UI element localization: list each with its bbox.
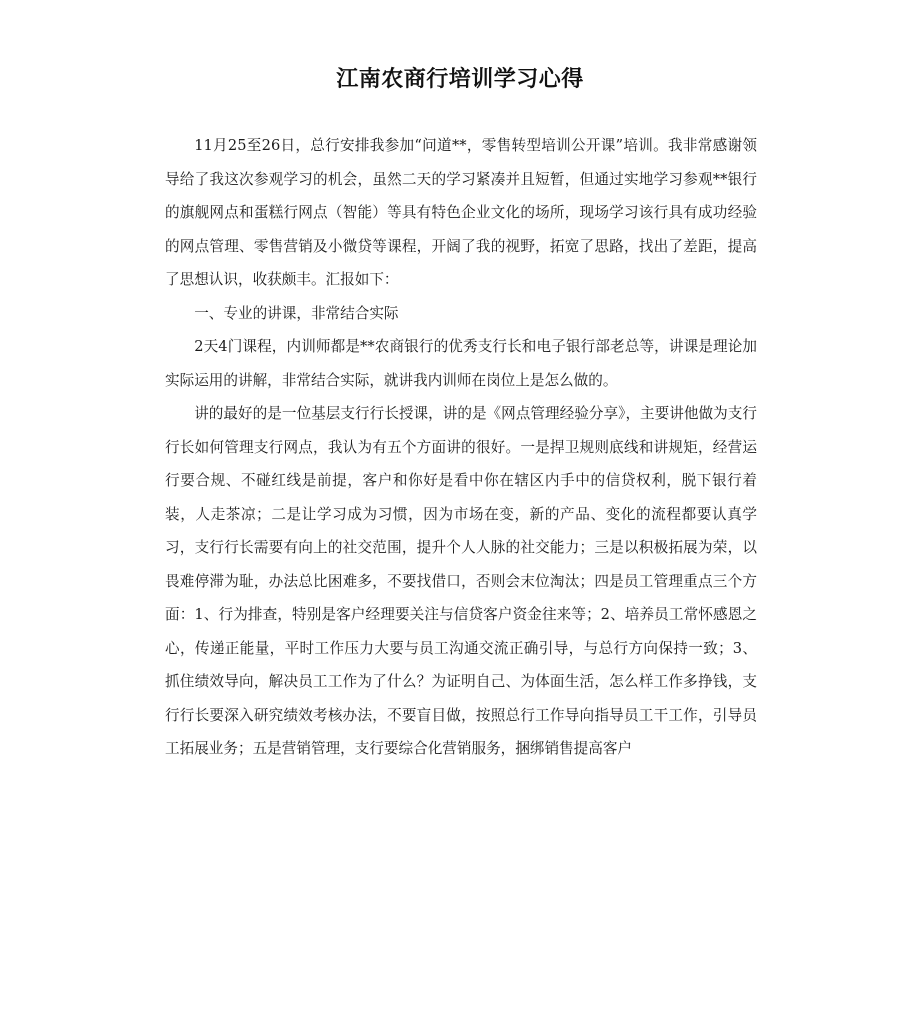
paragraph-courses: 2天4门课程，内训师都是**农商银行的优秀支行长和电子银行部老总等，讲课是理论加实际运用的讲解，非常结合实际，就讲我内训师在岗位上是怎么做的。 [165,338,757,389]
paragraph-intro: 11月25至26日，总行安排我参加“问道**，零售转型培训公开课”培训。我非常感谢领导给了我这次参观学习的机会，虽然二天的学习紧凑并且短暂，但通过实地学习参观**银行的旗舰网点和蛋糕行网点（智能）等具有特色企业文化的场所，现场学习该行具有成功经验的网点管理、零售营销及小微贷等课程，开阔了我的视野，拓宽了思路，找出了差距，提高了思想认识，收获颇丰。汇报如下： [165,137,757,288]
paragraph-branch-management: 讲的最好的是一位基层支行行长授课，讲的是《网点管理经验分享》，主要讲他做为支行行长如何管理支行网点，我认为有五个方面讲的很好。一是捍卫规则底线和讲规矩，经营运行要合规、不碰红线是前提，客户和你好是看中你在辖区内手中的信贷权利，脱下银行着装，人走茶凉；二是让学习成为习惯，因为市场在变，新的产品、变化的流程都要认真学习，支行行长需要有向上的社交范围，提升个人人脉的社交能力；三是以积极拓展为荣，以畏难停滞为耻，办法总比困难多，不要找借口，否则会末位淘汰；四是员工管理重点三个方面：1、行为排查，特别是客户经理要关注与信贷客户资金往来等；2、培养员工常怀感恩之心，传递正能量，平时工作压力大要与员工沟通交流正确引导，与总行方向保持一致；3、抓住绩效导向，解决员工工作为了什么？为证明自己、为体面生活，怎么样工作多挣钱，支行行长要深入研究绩效考核办法，不要盲目做，按照总行工作导向指导员工干工作，引导员工拓展业务；五是营销管理，支行要综合化营销服务，捆绑销售提高客户 [165,405,757,757]
document-body [165,129,757,766]
document-title: 江南农商行培训学习心得 [336,67,584,92]
section-heading-1: 一、专业的讲课，非常结合实际 [194,304,399,322]
